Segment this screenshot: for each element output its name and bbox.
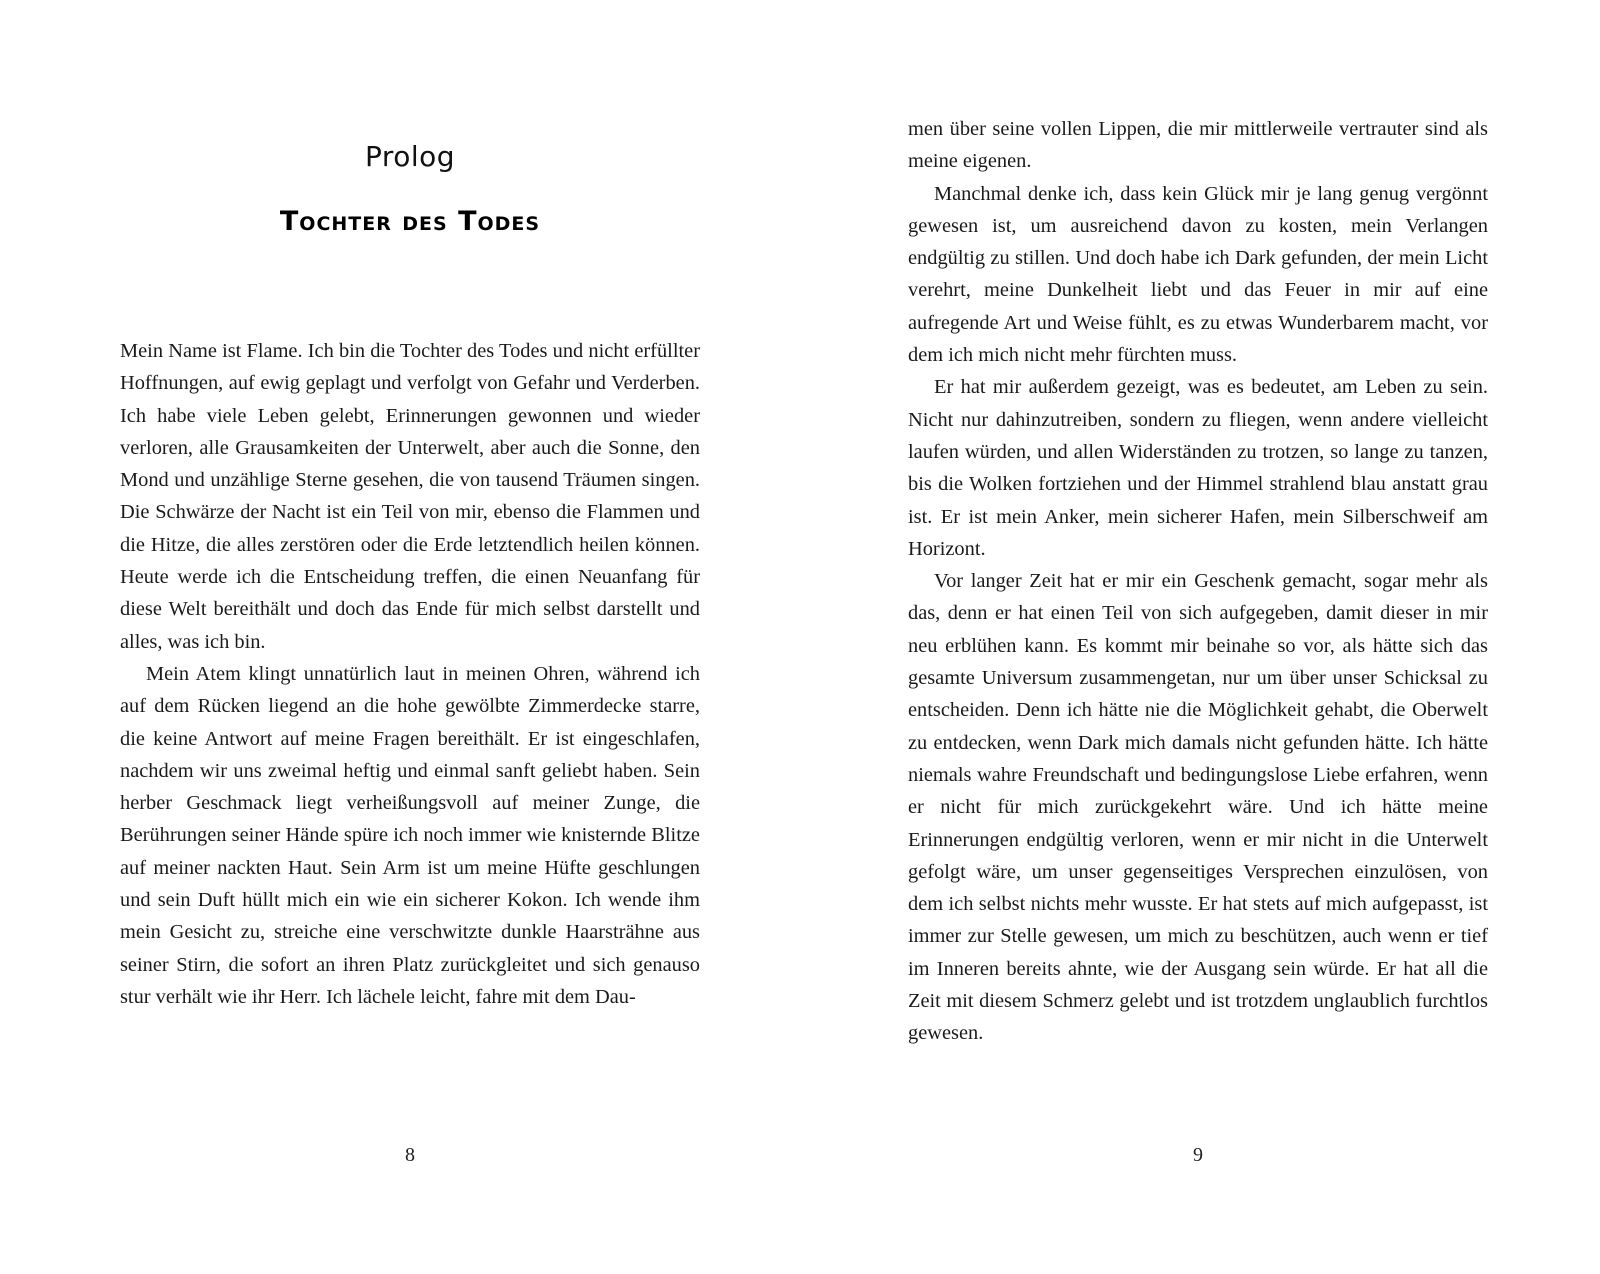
paragraph: Manchmal denke ich, dass kein Glück mir je lang genug vergönnt gewesen ist, um ausreichend davon zu kosten, mein Verlangen endgültig zu stillen. Und doch habe ich Dark gefunden, der mein Licht verehrt, meine Dunkelheit liebt und das Feuer in mir auf eine aufregende Art und Weise fühlt, es zu etwas Wunderbarem macht, vor dem ich mich nicht mehr fürchten muss. (908, 182, 1488, 367)
page-number-left: 8 (405, 1144, 415, 1166)
page-number-right: 9 (1193, 1144, 1203, 1166)
paragraph: Er hat mir außerdem gezeigt, was es bedeutet, am Leben zu sein. Nicht nur dahinzutreiben, sondern zu fliegen, wenn andere vielleicht laufen würden, und allen Widerständen zu trotzen, so lange zu tanzen, bis die Wolken fortziehen und der Himmel strahlend blau anstatt grau ist. Er ist mein Anker, mein sicherer Hafen, mein Silberschweif am Horizont. (908, 376, 1488, 560)
paragraph: men über seine vollen Lippen, die mir mittlerweile vertrauter sind als meine eigenen. (908, 118, 1488, 173)
paragraph: Mein Atem klingt unnatürlich laut in meinen Ohren, während ich auf dem Rücken liegend an die hohe gewölbte Zimmerdecke starre, die keine Antwort auf meine Fragen bereithält. Er ist eingeschlafen, nachdem wir uns zweimal heftig und einmal sanft geliebt haben. Sein herber Geschmack liegt verheißungsvoll auf meiner Zunge, die Berührungen seiner Hände spüre ich noch immer wie knisternde Blitze auf meiner nackten Haut. Sein Arm ist um meine Hüfte geschlungen und sein Duft hüllt mich ein wie ein sicherer Kokon. Ich wende ihm mein Gesicht zu, streiche eine verschwitzte dunkle Haarsträhne aus seiner Stirn, die sofort an ihren Platz zurückgleitet und sich genauso stur verhält wie ihr Herr. Ich lächele leicht, fahre mit dem Dau- (120, 662, 700, 1008)
chapter-label: Prolog (364, 140, 456, 173)
right-page-text (908, 113, 1488, 1050)
left-page (120, 0, 700, 1274)
chapter-title: Tochter des Todes (279, 206, 541, 237)
paragraph: Mein Name ist Flame. Ich bin die Tochter des Todes und nicht erfüllter Hoffnungen, auf ewig geplagt und verfolgt von Gefahr und Verderben. Ich habe viele Leben gelebt, Erinnerungen gewonnen und wieder verloren, alle Grausamkeiten der Unterwelt, aber auch die Sonne, den Mond und unzählige Sterne gesehen, die von tausend Träumen singen. Die Schwärze der Nacht ist ein Teil von mir, ebenso die Flammen und die Hitze, die alles zerstören oder die Erde letztendlich heilen können. Heute werde ich die Entscheidung treffen, die einen Neuanfang für diese Welt bereithält und doch das Ende für mich selbst darstellt und alles, was ich bin. (120, 340, 700, 653)
paragraph: Vor langer Zeit hat er mir ein Geschenk gemacht, sogar mehr als das, denn er hat einen Teil von sich aufgegeben, damit dieser in mir neu erblühen kann. Es kommt mir beinahe so vor, als hätte sich das gesamte Universum zusammengetan, nur um über unser Schicksal zu entscheiden. Denn ich hätte nie die Möglichkeit gehabt, die Oberwelt zu entdecken, wenn Dark mich damals nicht gefunden hätte. Ich hätte niemals wahre Freundschaft und bedingungslose Liebe erfahren, wenn er nicht für mich zurückgekehrt wäre. Und ich hätte meine Erinnerungen endgültig verloren, wenn er mir nicht in die Unterwelt gefolgt wäre, um unser gegenseitiges Versprechen einzulösen, von dem ich selbst nichts mehr wusste. Er hat stets auf mich aufgepasst, ist immer zur Stelle gewesen, um mich zu beschützen, auch wenn er tief im Inneren bereits ahnte, wie der Ausgang sein würde. Er hat all die Zeit mit diesem Schmerz gelebt und ist trotzdem unglaublich furchtlos gewesen. (908, 570, 1488, 1045)
left-page-text (120, 335, 700, 1013)
right-page (908, 0, 1488, 1274)
